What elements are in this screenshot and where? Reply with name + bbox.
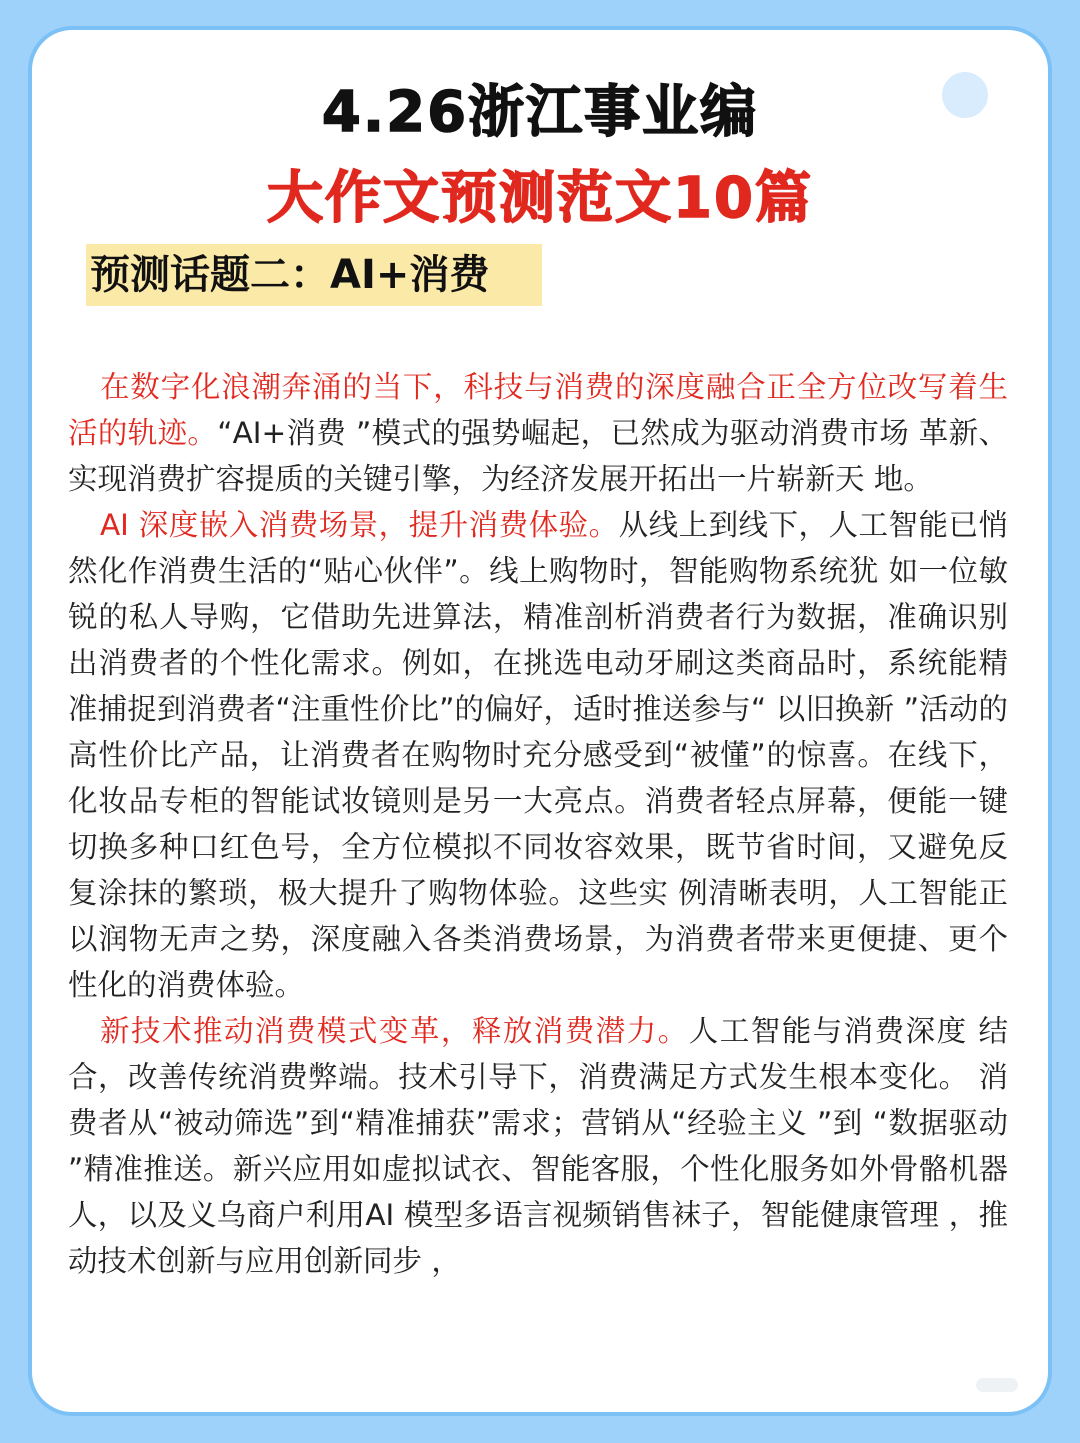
paragraph-2-lead: AI 深度嵌入消费场景，提升消费体验。 (100, 508, 619, 542)
content-card (28, 26, 1052, 1416)
paragraph-1 (68, 364, 1008, 502)
page-title-line-1: 4.26浙江事业编 (321, 80, 759, 145)
paragraph-1-lead: 在数字化浪潮奔涌的当下，科技与消费的深度融合正全方位改写着生活的轨迹。 (68, 370, 1008, 450)
paragraph-1-text: “AI+消费 ”模式的强势崛起，已然成为驱动消费市场 革新、实现消费扩容提质的关键引擎，为经济发展开拓出一片崭新天 地。 (68, 416, 1008, 496)
watermark-mark (976, 1378, 1018, 1392)
paragraph-3-lead: 新技术推动消费模式变革，释放消费潜力。 (100, 1014, 689, 1048)
paragraph-3 (68, 1008, 1008, 1284)
article-body (68, 364, 1008, 1284)
page-title-line-2: 大作文预测范文10篇 (267, 166, 813, 231)
topic-banner: 预测话题二：AI+消费 (86, 244, 542, 306)
paragraph-3-text: 人工智能与消费深度 结合，改善传统消费弊端。技术引导下，消费满足方式发生根本变化。 消费者从“被动筛选”到“精准捕获”需求；营销从“经验主义 ”到 “数据驱动 ”精准推送。新兴应用如虚拟试衣、智能客服，个性化服务如外骨骼机器人，以及义乌商户利用AI 模型多语言视频销售袜子，智能健康管理 ，推动技术创新与应用创新同步 ， (68, 1014, 1008, 1278)
paragraph-2 (68, 502, 1008, 1008)
paragraph-2-text: 从线上到线下，人工智能已悄然化作消费生活的“贴心伙伴”。线上购物时，智能购物系统犹 如一位敏锐的私人导购，它借助先进算法，精准剖析消费者行为数据，准确识别出消费者的个性化需求。例如，在挑选电动牙刷这类商品时，系统能精准捕捉到消费者“注重性价比”的偏好，适时推送参与“ 以旧换新 ”活动的高性价比产品，让消费者在购物时充分感受到“被懂”的惊喜。在线下，化妆品专柜的智能试妆镜则是另一大亮点。消费者轻点屏幕，便能一键切换多种口红色号，全方位模拟不同妆容效果，既节省时间，又避免反复涂抹的繁琐，极大提升了购物体验。这些实 例清晰表明，人工智能正以润物无声之势，深度融入各类消费场景，为消费者带来更便捷、更个性化的消费体验。 (68, 508, 1008, 1002)
